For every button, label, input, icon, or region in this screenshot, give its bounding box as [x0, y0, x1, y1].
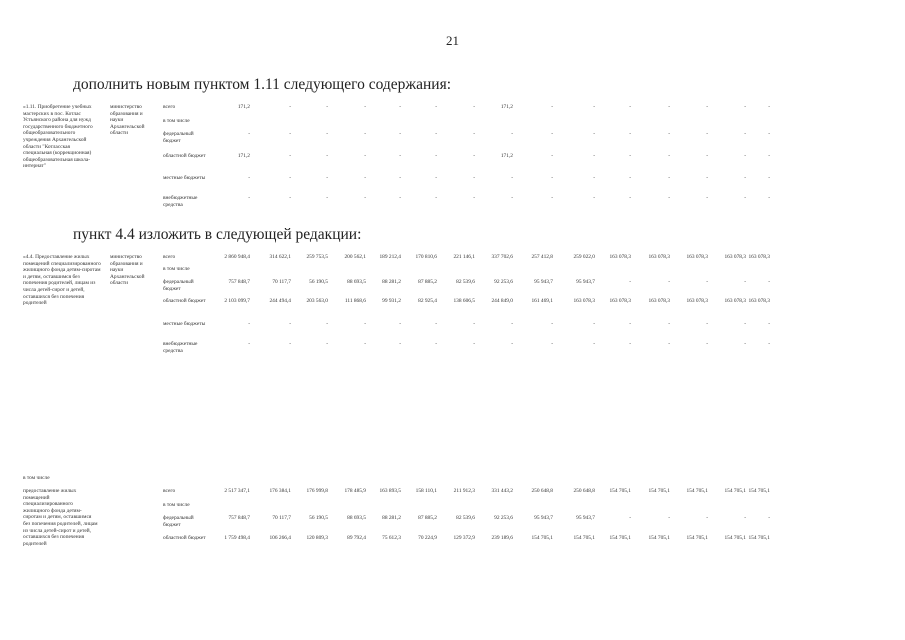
value-cell: -	[399, 175, 401, 181]
amendment-heading-2: пункт 4.4 изложить в следующей редакции:	[73, 226, 362, 243]
value-cell: 331 443,2	[491, 488, 513, 494]
value-cell: 178 485,9	[344, 488, 366, 494]
value-cell: 1 759 498,4	[224, 535, 250, 541]
value-cell: 170 810,6	[415, 254, 437, 260]
value-cell: 138 606,5	[453, 298, 475, 304]
value-cell: -	[289, 131, 291, 137]
value-cell: 163 078,3	[748, 254, 770, 260]
value-cell: 189 212,4	[379, 254, 401, 260]
value-cell: -	[399, 153, 401, 159]
value-cell: -	[593, 175, 595, 181]
value-cell: -	[435, 321, 437, 327]
value-cell: 75 612,3	[382, 535, 401, 541]
value-cell: -	[593, 104, 595, 110]
value-cell: -	[326, 195, 328, 201]
value-cell: -	[435, 104, 437, 110]
page-number: 21	[446, 33, 459, 48]
value-cell: -	[326, 175, 328, 181]
value-cell: 89 792,4	[347, 535, 366, 541]
value-cell: -	[668, 341, 670, 347]
value-cell: 171,2	[237, 153, 250, 159]
value-cell: 154 705,1	[686, 488, 708, 494]
value-cell: 203 563,0	[306, 298, 328, 304]
row-label: областной бюджет	[163, 298, 206, 304]
value-cell: -	[511, 341, 513, 347]
value-cell: -	[473, 153, 475, 159]
value-cell: -	[399, 195, 401, 201]
value-cell: 120 809,3	[306, 535, 328, 541]
value-cell: -	[629, 279, 631, 285]
value-cell: -	[289, 321, 291, 327]
value-cell: -	[511, 321, 513, 327]
row-label: местные бюджеты	[163, 175, 206, 181]
value-cell: -	[706, 104, 708, 110]
value-cell: -	[364, 104, 366, 110]
value-cell: -	[326, 321, 328, 327]
value-cell: -	[473, 341, 475, 347]
value-cell: 163 893,5	[379, 488, 401, 494]
value-cell: 163 078,3	[724, 298, 746, 304]
value-cell: -	[326, 341, 328, 347]
value-cell: -	[399, 321, 401, 327]
value-cell: 154 705,1	[573, 535, 595, 541]
row-label: федеральный бюджет	[163, 279, 194, 292]
value-cell: -	[399, 104, 401, 110]
value-cell: -	[629, 321, 631, 327]
value-cell: 259 753,5	[306, 254, 328, 260]
value-cell: 88 693,5	[347, 515, 366, 521]
value-cell: -	[706, 341, 708, 347]
value-cell: -	[364, 131, 366, 137]
executor: министерство образования и науки Архангельской области	[110, 104, 145, 137]
executor: министерство образования и науки Архангельской области	[110, 254, 145, 287]
value-cell: 154 705,1	[724, 488, 746, 494]
value-cell: 88 281,2	[382, 515, 401, 521]
value-cell: 337 702,6	[491, 254, 513, 260]
value-cell: -	[593, 341, 595, 347]
value-cell: 221 146,1	[453, 254, 475, 260]
value-cell: 757 848,7	[228, 515, 250, 521]
value-cell: -	[668, 279, 670, 285]
value-cell: -	[668, 515, 670, 521]
sub-item-description: предоставление жилых помещений специализированного жилищного фонда детям-сиротам и детям, оставшимся без попечения родителей, лицам из числа детей-сирот и детей, оставшихся без попечения родителей	[23, 488, 98, 547]
value-cell: -	[768, 279, 770, 285]
value-cell: -	[768, 321, 770, 327]
value-cell: -	[768, 195, 770, 201]
value-cell: 95 943,7	[534, 279, 553, 285]
value-cell: -	[364, 341, 366, 347]
value-cell: 176 999,8	[306, 488, 328, 494]
value-cell: -	[744, 153, 746, 159]
row-label: всего	[163, 488, 176, 494]
value-cell: -	[289, 175, 291, 181]
row-label: внебюджетные средства	[163, 341, 198, 354]
value-cell: 163 078,3	[648, 298, 670, 304]
value-cell: 176 384,1	[269, 488, 291, 494]
value-cell: 259 022,0	[573, 254, 595, 260]
value-cell: 171,2	[237, 104, 250, 110]
value-cell: 2 860 948,4	[224, 254, 250, 260]
value-cell: -	[364, 321, 366, 327]
value-cell: -	[399, 341, 401, 347]
value-cell: -	[706, 153, 708, 159]
value-cell: 92 253,6	[494, 515, 513, 521]
value-cell: 154 705,1	[724, 535, 746, 541]
value-cell: 163 078,3	[609, 254, 631, 260]
value-cell: 70 224,9	[418, 535, 437, 541]
value-cell: -	[473, 104, 475, 110]
item-description: «4.4. Предоставление жилых помещений специализированного жилищного фонда детям-сиротам и детям, оставшимся без попечения родителей, лицам из числа детей-сирот и детей, оставшихся без попечения родителей	[23, 254, 101, 307]
value-cell: 82 925,4	[418, 298, 437, 304]
value-cell: 171,2	[500, 104, 513, 110]
value-cell: 56 190,5	[309, 515, 328, 521]
value-cell: 239 189,6	[491, 535, 513, 541]
value-cell: -	[289, 153, 291, 159]
value-cell: -	[435, 175, 437, 181]
row-label: в том числе	[163, 502, 190, 508]
value-cell: 88 693,5	[347, 279, 366, 285]
row-label: внебюджетные средства	[163, 195, 198, 208]
value-cell: 163 078,3	[748, 298, 770, 304]
value-cell: 200 562,1	[344, 254, 366, 260]
value-cell: 161 469,1	[531, 298, 553, 304]
value-cell: 163 078,3	[686, 298, 708, 304]
value-cell: 154 705,1	[531, 535, 553, 541]
value-cell: 87 885,2	[418, 279, 437, 285]
row-label: местные бюджеты	[163, 321, 206, 327]
value-cell: -	[289, 195, 291, 201]
value-cell: -	[364, 175, 366, 181]
value-cell: -	[629, 195, 631, 201]
value-cell: -	[629, 104, 631, 110]
row-label: всего	[163, 104, 176, 110]
value-cell: -	[473, 131, 475, 137]
value-cell: 106 266,4	[269, 535, 291, 541]
value-cell: -	[744, 131, 746, 137]
value-cell: -	[364, 195, 366, 201]
value-cell: 250 648,8	[531, 488, 553, 494]
value-cell: 70 117,7	[272, 279, 291, 285]
value-cell: -	[326, 131, 328, 137]
value-cell: -	[768, 131, 770, 137]
value-cell: -	[706, 175, 708, 181]
value-cell: 154 705,1	[648, 535, 670, 541]
value-cell: 129 372,9	[453, 535, 475, 541]
value-cell: -	[668, 321, 670, 327]
value-cell: 154 705,1	[748, 488, 770, 494]
amendment-heading-1: дополнить новым пунктом 1.11 следующего содержания:	[73, 76, 452, 93]
value-cell: 95 943,7	[576, 279, 595, 285]
value-cell: -	[248, 195, 250, 201]
value-cell: -	[248, 175, 250, 181]
value-cell: -	[551, 195, 553, 201]
value-cell: 111 868,6	[344, 298, 366, 304]
value-cell: -	[668, 195, 670, 201]
value-cell: -	[248, 131, 250, 137]
value-cell: 163 078,3	[724, 254, 746, 260]
value-cell: -	[399, 131, 401, 137]
value-cell: -	[744, 341, 746, 347]
value-cell: 154 705,1	[648, 488, 670, 494]
value-cell: -	[706, 515, 708, 521]
value-cell: -	[551, 153, 553, 159]
value-cell: 163 078,3	[609, 298, 631, 304]
value-cell: -	[435, 153, 437, 159]
value-cell: 2 517 347,1	[224, 488, 250, 494]
value-cell: 244 849,0	[491, 298, 513, 304]
value-cell: -	[744, 175, 746, 181]
value-cell: 88 281,2	[382, 279, 401, 285]
value-cell: 158 110,1	[415, 488, 437, 494]
value-cell: 56 190,5	[309, 279, 328, 285]
value-cell: -	[744, 195, 746, 201]
value-cell: 154 705,1	[609, 535, 631, 541]
value-cell: -	[768, 515, 770, 521]
value-cell: -	[668, 104, 670, 110]
value-cell: -	[768, 175, 770, 181]
value-cell: -	[744, 279, 746, 285]
value-cell: -	[473, 175, 475, 181]
value-cell: 163 078,3	[648, 254, 670, 260]
value-cell: 163 078,3	[573, 298, 595, 304]
value-cell: 314 622,1	[269, 254, 291, 260]
value-cell: -	[511, 175, 513, 181]
value-cell: -	[668, 131, 670, 137]
value-cell: -	[629, 515, 631, 521]
value-cell: -	[326, 153, 328, 159]
value-cell: -	[511, 131, 513, 137]
in-that-number-label: в том числе	[23, 475, 50, 481]
row-label: федеральный бюджет	[163, 515, 194, 528]
value-cell: -	[326, 104, 328, 110]
value-cell: 154 705,1	[609, 488, 631, 494]
value-cell: -	[768, 341, 770, 347]
item-description: «1.11. Приобретение учебных мастерских в пос. Котлас Устьянского района для нужд государственного бюджетного общеобразовательного учреждения Архангельской области "Котласская специальная (коррекционная) общеобразовательная школа-интернат"	[23, 104, 93, 170]
value-cell: 82 539,6	[456, 515, 475, 521]
value-cell: -	[551, 131, 553, 137]
value-cell: -	[551, 175, 553, 181]
row-label: в том числе	[163, 118, 190, 124]
value-cell: 95 943,7	[534, 515, 553, 521]
row-label: областной бюджет	[163, 153, 206, 159]
value-cell: 154 705,1	[686, 535, 708, 541]
value-cell: -	[289, 104, 291, 110]
value-cell: -	[248, 321, 250, 327]
value-cell: 211 912,3	[453, 488, 475, 494]
value-cell: -	[629, 153, 631, 159]
value-cell: 757 848,7	[228, 279, 250, 285]
value-cell: -	[744, 321, 746, 327]
value-cell: -	[435, 131, 437, 137]
value-cell: 154 705,1	[748, 535, 770, 541]
value-cell: -	[248, 341, 250, 347]
value-cell: -	[593, 321, 595, 327]
value-cell: -	[668, 175, 670, 181]
value-cell: 244 494,4	[269, 298, 291, 304]
value-cell: 250 648,8	[573, 488, 595, 494]
value-cell: -	[289, 341, 291, 347]
value-cell: -	[593, 131, 595, 137]
value-cell: -	[551, 341, 553, 347]
value-cell: 70 117,7	[272, 515, 291, 521]
value-cell: -	[593, 195, 595, 201]
value-cell: -	[668, 153, 670, 159]
value-cell: -	[706, 195, 708, 201]
value-cell: -	[629, 175, 631, 181]
value-cell: -	[768, 153, 770, 159]
value-cell: 95 943,7	[576, 515, 595, 521]
row-label: в том числе	[163, 266, 190, 272]
value-cell: -	[551, 321, 553, 327]
value-cell: 257 412,8	[531, 254, 553, 260]
value-cell: -	[473, 195, 475, 201]
value-cell: -	[744, 515, 746, 521]
value-cell: 163 078,3	[686, 254, 708, 260]
value-cell: -	[551, 104, 553, 110]
value-cell: -	[629, 341, 631, 347]
value-cell: -	[511, 195, 513, 201]
value-cell: 99 931,2	[382, 298, 401, 304]
value-cell: -	[473, 321, 475, 327]
value-cell: 87 885,2	[418, 515, 437, 521]
value-cell: 2 103 099,7	[224, 298, 250, 304]
value-cell: -	[706, 279, 708, 285]
row-label: областной бюджет	[163, 535, 206, 541]
row-label: всего	[163, 254, 176, 260]
value-cell: 82 539,6	[456, 279, 475, 285]
row-label: федеральный бюджет	[163, 131, 194, 144]
value-cell: -	[593, 153, 595, 159]
value-cell: -	[706, 131, 708, 137]
value-cell: -	[435, 341, 437, 347]
value-cell: -	[768, 104, 770, 110]
value-cell: -	[706, 321, 708, 327]
value-cell: -	[364, 153, 366, 159]
value-cell: -	[629, 131, 631, 137]
value-cell: 92 253,6	[494, 279, 513, 285]
value-cell: -	[435, 195, 437, 201]
value-cell: 171,2	[500, 153, 513, 159]
value-cell: -	[744, 104, 746, 110]
